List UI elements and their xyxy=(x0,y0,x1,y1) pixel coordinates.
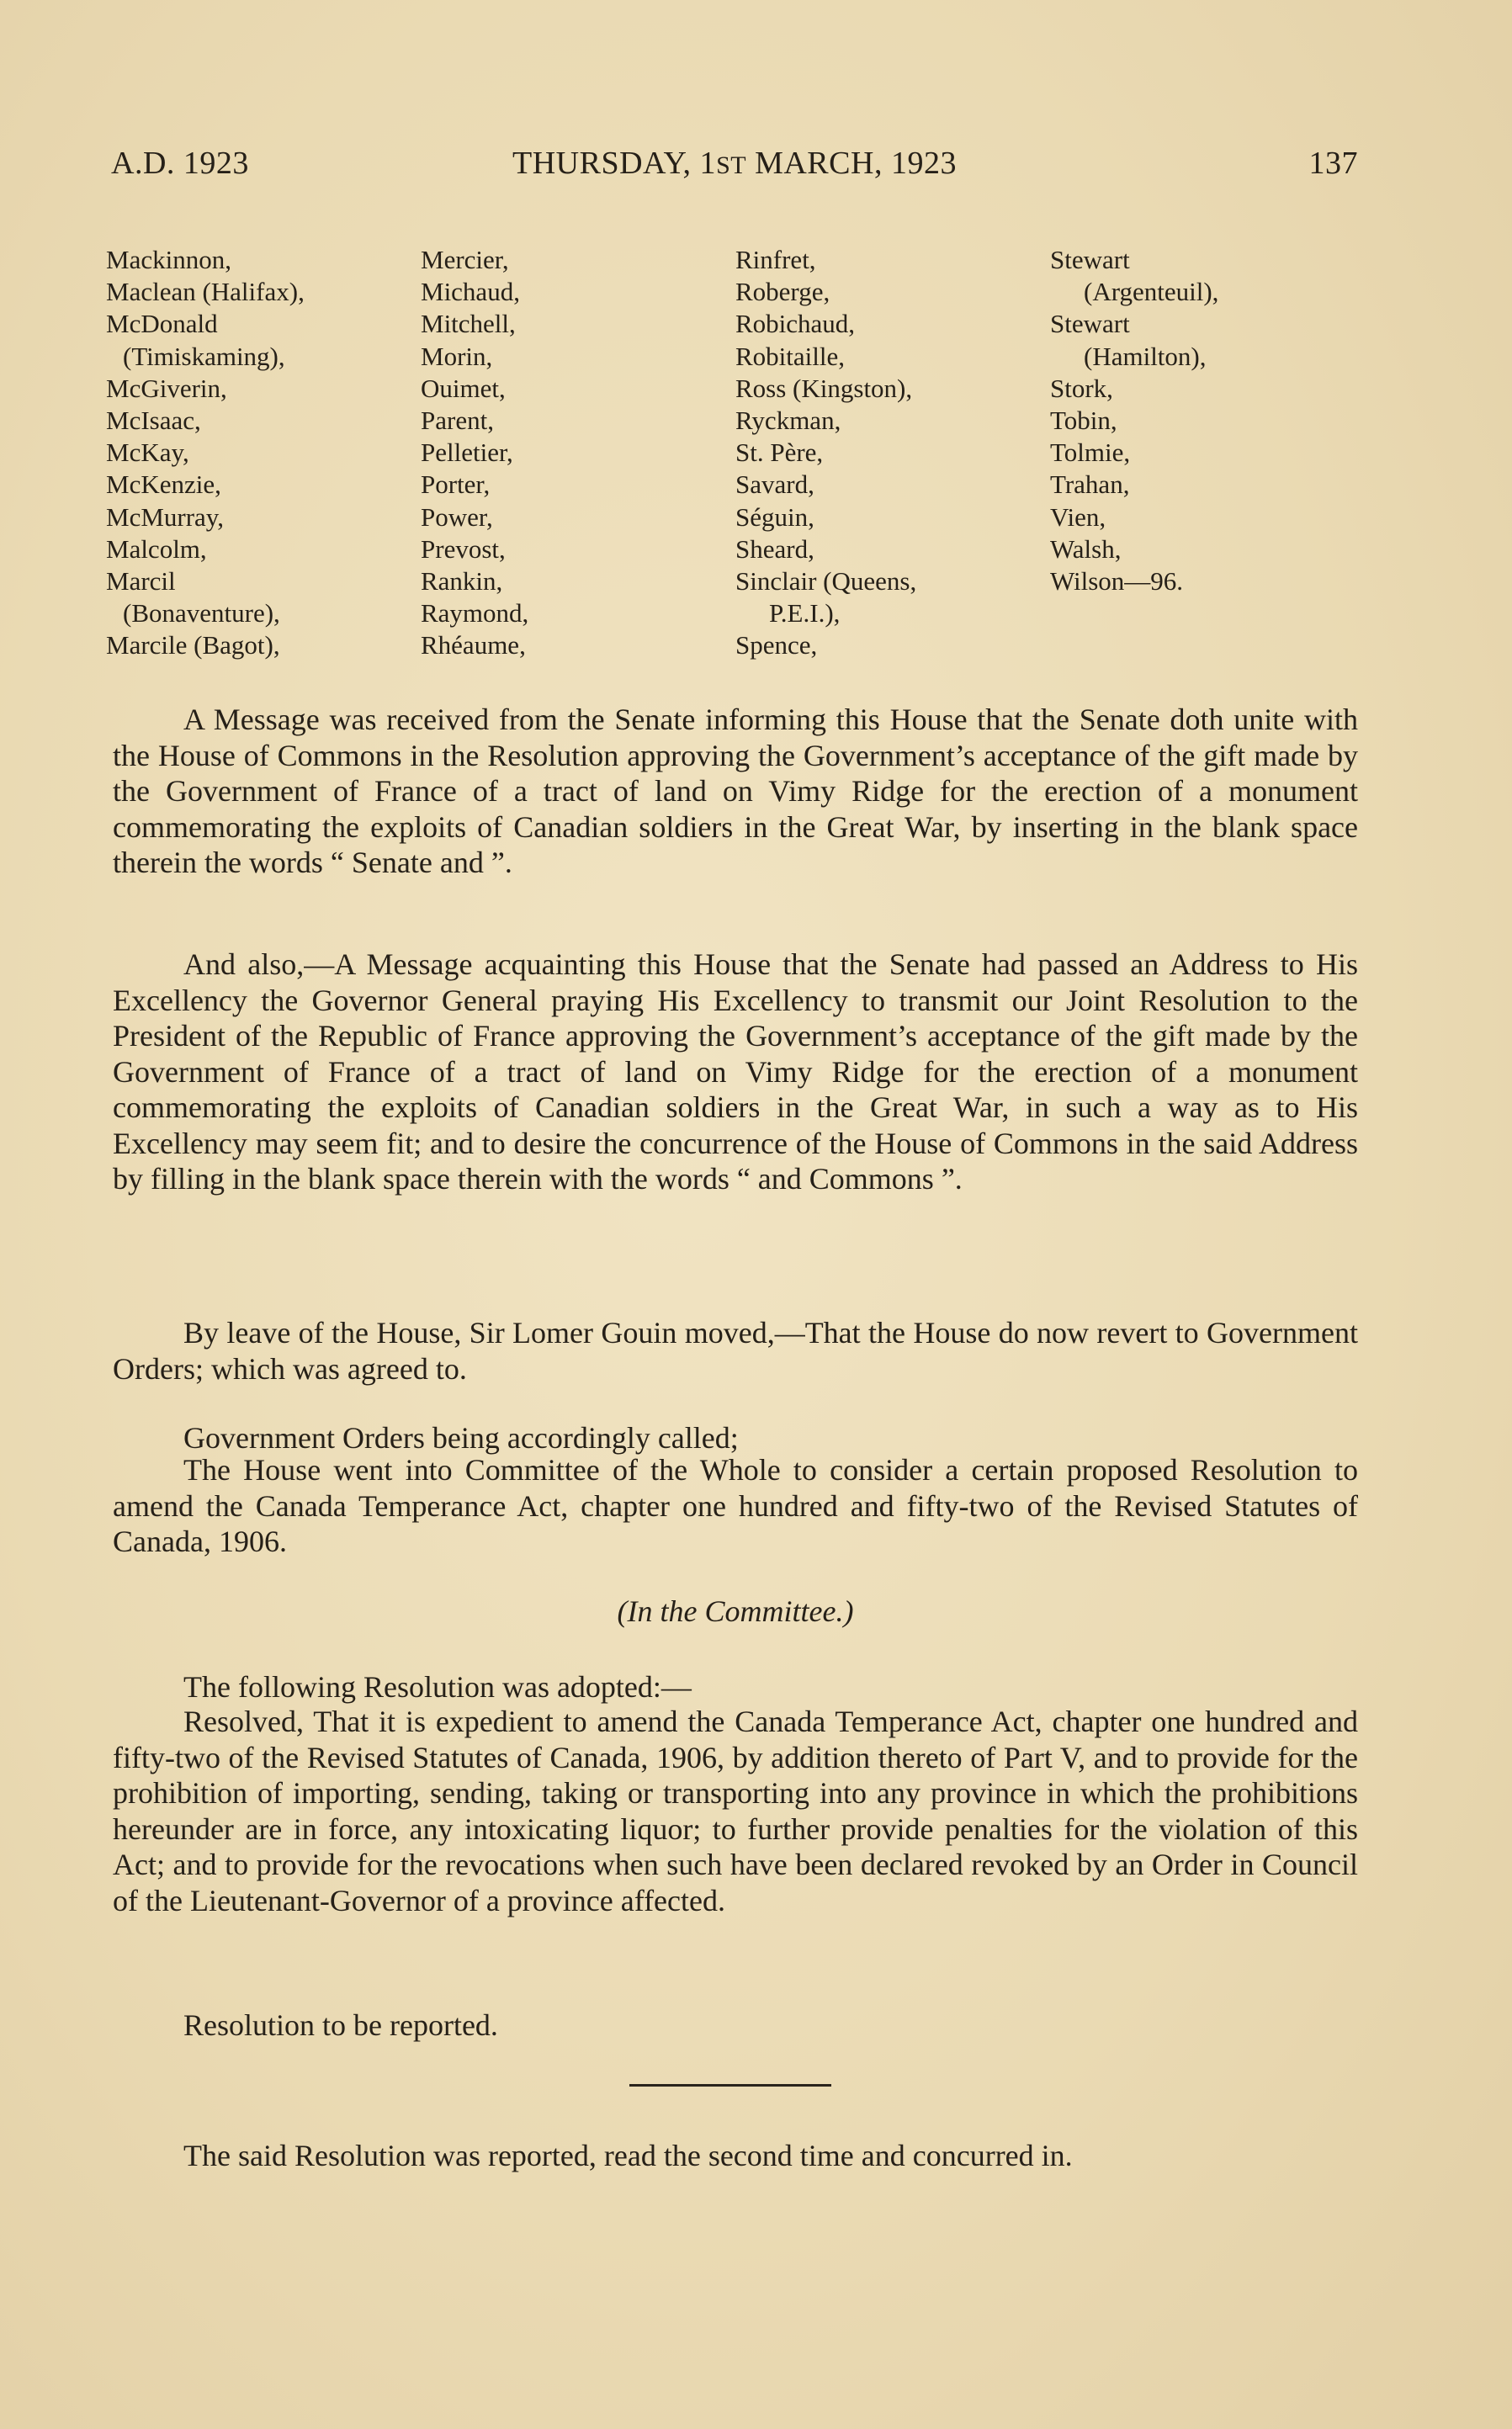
running-header xyxy=(111,145,1358,195)
member-name: Ross (Kingston), xyxy=(735,373,913,403)
division-column-3 xyxy=(735,244,1047,662)
division-column-2 xyxy=(421,244,732,662)
member-name: Séguin, xyxy=(735,501,814,532)
and-also-paragraph: And also,—A Message acquainting this House that the Senate had passed an Address to His Excellency the Governor General praying His Excellency to transmit our Joint Resolution to the President of the Republic of France approving the Government’s acceptance of the gift made by the Government of France of a tract of land on Vimy Ridge for the erection of a monument commemorating the exploits of Canadian soldiers in the Great War, in such a way as to His Excellency may seem fit; and to desire the concurrence of the House of Commons in the said Address by filling in the blank space therein with the words “ and Commons ”. xyxy=(113,947,1358,1196)
member-name: Walsh, xyxy=(1050,533,1122,564)
page-number: 137 xyxy=(1308,146,1358,181)
resolved-paragraph: Resolved, That it is expedient to amend the Canada Temperance Act, chapter one hundred and fifty-two of the Revised Statutes of Canada, 1906, by addition thereto of Part V, and to provide for the prohibition of importing, sending, taking or transporting into any province in which the prohibitions hereunder are in force, any intoxicating liquor; to further provide penalties for the violation of this Act; and to provide for the revocations when such have been declared revoked by an Order in Council of the Lieutenant-Governor of a province affected. xyxy=(113,1705,1358,1917)
member-name: Stewart xyxy=(1050,245,1130,274)
member-name: Vien, xyxy=(1050,501,1106,532)
member-name: Spence, xyxy=(735,630,818,660)
member-name: Trahan, xyxy=(1050,469,1130,500)
member-name: Pelletier, xyxy=(421,438,513,468)
member-name: Michaud, xyxy=(421,277,520,307)
member-name: P.E.I.), xyxy=(769,598,841,628)
member-name: (Timiskaming), xyxy=(123,341,285,371)
member-name: Prevost, xyxy=(421,533,506,564)
member-name: (Bonaventure), xyxy=(123,598,280,628)
member-name: Mercier, xyxy=(421,245,509,274)
member-name: Ouimet, xyxy=(421,373,506,403)
member-name: Roberge, xyxy=(735,277,830,307)
member-name: (Argenteuil), xyxy=(1084,277,1219,307)
member-name: Marcil xyxy=(106,566,176,597)
member-name: Robitaille, xyxy=(735,341,846,371)
senate-message-paragraph: A Message was received from the Senate informing this House that the Senate doth unite with the House of Commons in the Resolution approving the Government’s acceptance of the gift made by the Government of France of a tract of land on Vimy Ridge for the erection of a monument commemorating the exploits of Canadian soldiers in the Great War, by inserting in the blank space therein the words “ Senate and ”. xyxy=(113,703,1358,879)
member-name: St. Père, xyxy=(735,438,824,468)
member-name: Rhéaume, xyxy=(421,630,526,660)
member-name: Porter, xyxy=(421,469,491,500)
orders-called-paragraph: Government Orders being accordingly called; xyxy=(183,1421,739,1455)
member-name: McKenzie, xyxy=(106,469,221,500)
member-name: Stewart xyxy=(1050,309,1130,339)
member-name: McDonald xyxy=(106,309,218,339)
header-date: THURSDAY, 1ST MARCH, 1923 xyxy=(512,146,957,181)
section-divider xyxy=(629,2084,831,2087)
member-name: Mackinnon, xyxy=(106,245,231,274)
member-name: Rinfret, xyxy=(735,245,816,274)
member-name: Mitchell, xyxy=(421,309,516,339)
member-name: Rankin, xyxy=(421,566,503,597)
member-name: Robichaud, xyxy=(735,309,856,339)
member-name: Sinclair (Queens, xyxy=(735,566,917,597)
member-name: Stork, xyxy=(1050,373,1113,403)
member-name: Raymond, xyxy=(421,598,529,628)
member-name: Marcile (Bagot), xyxy=(106,630,280,660)
member-name: Power, xyxy=(421,501,493,532)
reported-paragraph: The said Resolution was reported, read the second time and concurred in. xyxy=(183,2139,1073,2172)
member-name: Parent, xyxy=(421,406,494,436)
member-name: Malcolm, xyxy=(106,533,207,564)
member-name: Wilson—96. xyxy=(1050,566,1184,597)
member-name: Sheard, xyxy=(735,533,814,564)
member-name: Morin, xyxy=(421,341,493,371)
member-name: Ryckman, xyxy=(735,406,841,436)
member-name: McMurray, xyxy=(106,501,225,532)
division-column-4 xyxy=(1050,244,1361,597)
member-name: Tobin, xyxy=(1050,406,1117,436)
following-resolution-paragraph: The following Resolution was adopted:— xyxy=(183,1670,692,1704)
member-name: McIsaac, xyxy=(106,406,201,436)
member-name: Savard, xyxy=(735,469,814,500)
leave-of-house-paragraph: By leave of the House, Sir Lomer Gouin moved,—That the House do now revert to Government Orders; which was agreed to. xyxy=(113,1316,1358,1386)
member-name: (Hamilton), xyxy=(1084,341,1207,371)
member-name: Tolmie, xyxy=(1050,438,1131,468)
member-name: Maclean (Halifax), xyxy=(106,277,305,307)
member-name: McKay, xyxy=(106,438,189,468)
to-be-reported-paragraph: Resolution to be reported. xyxy=(183,2008,498,2042)
header-year: A.D. 1923 xyxy=(111,146,249,181)
committee-paragraph: The House went into Committee of the Whole to consider a certain proposed Resolution to amend the Canada Temperance Act, chapter one hundred and fifty-two of the Revised Statutes of Canada, 1906. xyxy=(113,1453,1358,1558)
division-column-1 xyxy=(106,244,417,662)
in-committee-heading: (In the Committee.) xyxy=(617,1594,854,1628)
member-name: McGiverin, xyxy=(106,373,227,403)
